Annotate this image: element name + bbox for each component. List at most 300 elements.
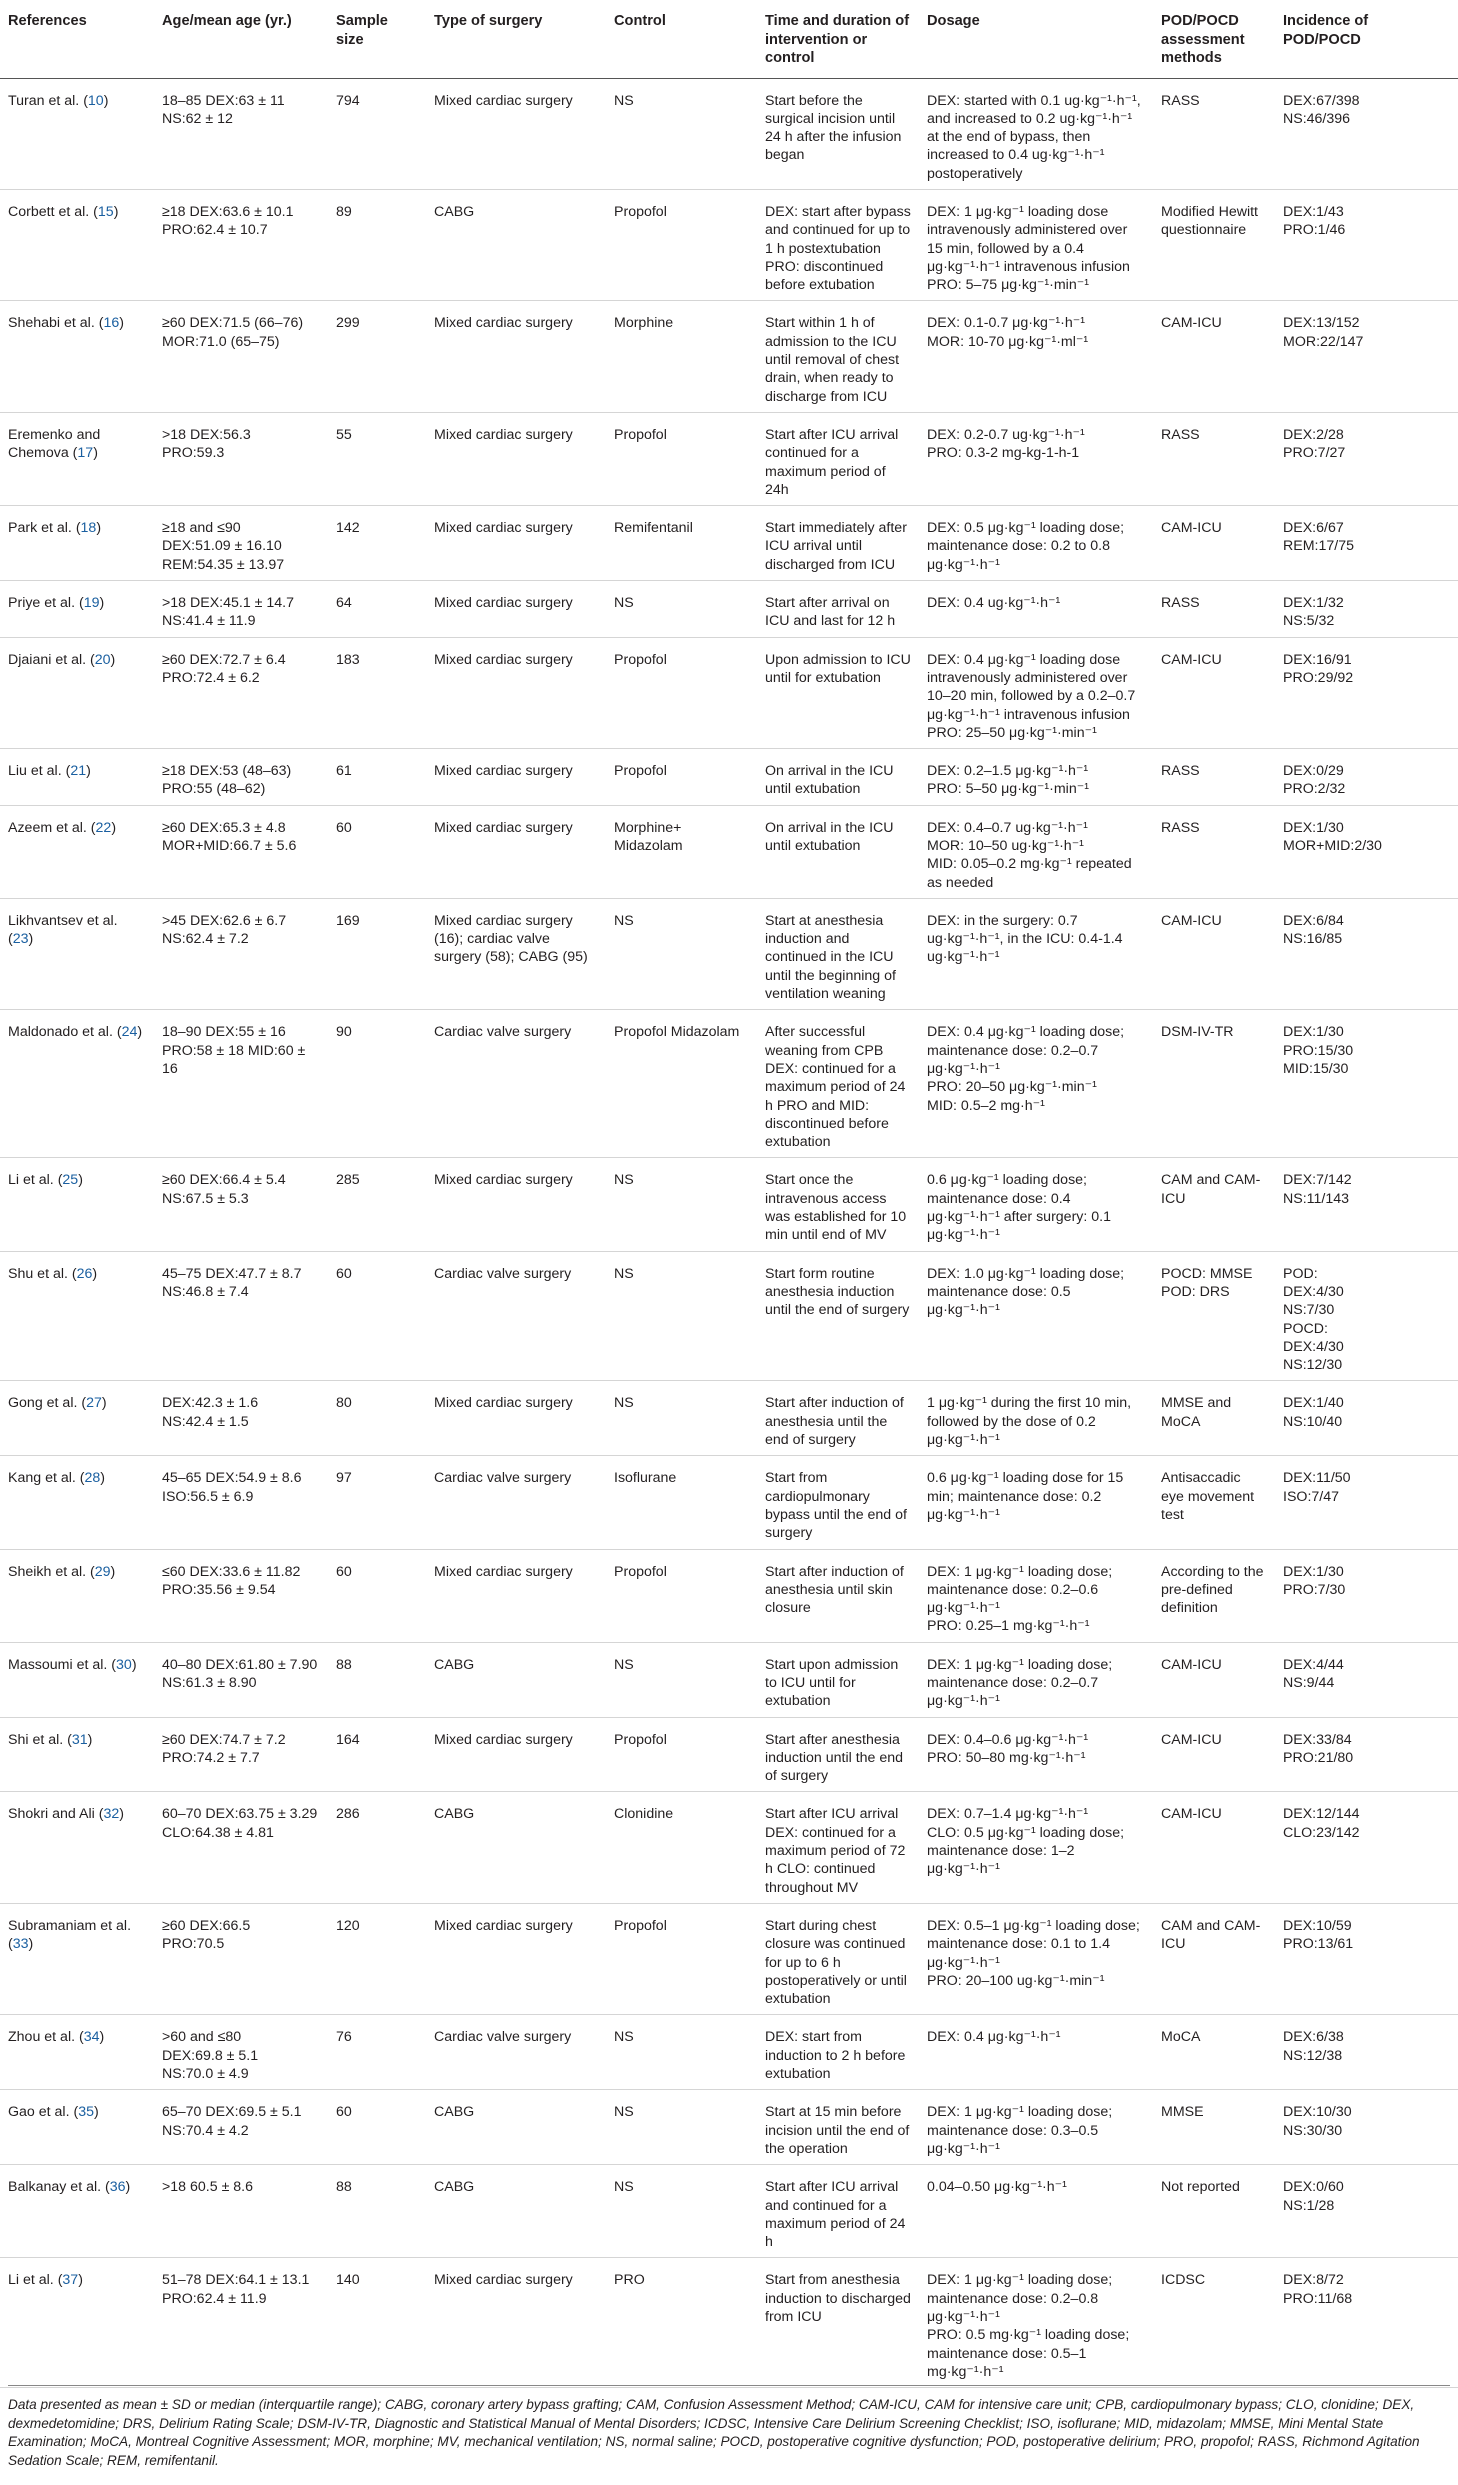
citation-link[interactable]: 33	[12, 1936, 29, 1953]
age-cell: 65–70 DEX:69.5 ± 5.1 NS:70.4 ± 4.2	[154, 2090, 328, 2165]
reference-name: Maldonado et al.	[8, 1024, 113, 1041]
surgery-type-cell: Mixed cardiac surgery	[426, 1549, 606, 1642]
table-row	[0, 301, 1458, 412]
table-row	[0, 1158, 1458, 1251]
dosage-cell: DEX: 0.5 μg·kg⁻¹ loading dose; maintenance dose: 0.2 to 0.8 μg·kg⁻¹·h⁻¹	[919, 506, 1153, 581]
age-cell: ≥60 DEX:66.5 PRO:70.5	[154, 1903, 328, 2014]
reference-name: Corbett et al.	[8, 203, 90, 220]
table-row	[0, 1251, 1458, 1381]
table-row	[0, 1456, 1458, 1549]
time-duration-cell: Start upon admission to ICU until for extubation	[757, 1642, 919, 1717]
reference-name: Massoumi et al.	[8, 1656, 108, 1673]
dosage-cell: DEX: 1 μg·kg⁻¹ loading dose; maintenance dose: 0.2–0.7 μg·kg⁻¹·h⁻¹	[919, 1642, 1153, 1717]
control-cell: Propofol	[606, 189, 757, 300]
reference-cell: Eremenko and Chemova (17)	[0, 412, 154, 505]
control-cell: Propofol	[606, 1903, 757, 2014]
reference-cell: Zhou et al. (34)	[0, 2015, 154, 2090]
table-row	[0, 2015, 1458, 2090]
citation-link[interactable]: 29	[94, 1563, 111, 1580]
age-cell: 45–65 DEX:54.9 ± 8.6 ISO:56.5 ± 6.9	[154, 1456, 328, 1549]
surgery-type-cell: Mixed cardiac surgery	[426, 301, 606, 412]
control-cell: NS	[606, 1251, 757, 1381]
time-duration-cell: On arrival in the ICU until extubation	[757, 749, 919, 806]
header-age: Age/mean age (yr.)	[154, 0, 328, 78]
assessment-method-cell: RASS	[1153, 581, 1275, 638]
header-control: Control	[606, 0, 757, 78]
dosage-cell: 0.6 μg·kg⁻¹ loading dose; maintenance dose: 0.4 μg·kg⁻¹·h⁻¹ after surgery: 0.1 μg·kg⁻¹·h⁻¹	[919, 1158, 1153, 1251]
control-cell: Propofol	[606, 1717, 757, 1792]
time-duration-cell: Start before the surgical incision until 24 h after the infusion began	[757, 78, 919, 189]
incidence-cell: DEX:1/43 PRO:1/46	[1275, 189, 1458, 300]
control-cell: Propofol	[606, 749, 757, 806]
dosage-cell: DEX: 0.1-0.7 μg·kg⁻¹·h⁻¹ MOR: 10-70 μg·kg⁻¹·ml⁻¹	[919, 301, 1153, 412]
dosage-cell: 1 μg·kg⁻¹ during the first 10 min, followed by the dose of 0.2 μg·kg⁻¹·h⁻¹	[919, 1381, 1153, 1456]
time-duration-cell: Start during chest closure was continued for up to 6 h postoperatively or until extubation	[757, 1903, 919, 2014]
age-cell: 45–75 DEX:47.7 ± 8.7 NS:46.8 ± 7.4	[154, 1251, 328, 1381]
control-cell: Morphine	[606, 301, 757, 412]
control-cell: NS	[606, 78, 757, 189]
reference-cell: Li et al. (37)	[0, 2258, 154, 2388]
reference-name: Balkanay et al.	[8, 2179, 102, 2196]
assessment-method-cell: CAM and CAM-ICU	[1153, 1158, 1275, 1251]
header-sample-size: Sample size	[328, 0, 426, 78]
reference-name: Priye et al.	[8, 595, 76, 612]
table-row	[0, 1549, 1458, 1642]
reference-name: Eremenko and Chemova	[8, 426, 101, 462]
citation-link[interactable]: 27	[86, 1395, 102, 1412]
reference-cell: Kang et al. (28)	[0, 1456, 154, 1549]
citation-link[interactable]: 23	[12, 931, 29, 948]
dosage-cell: DEX: started with 0.1 ug·kg⁻¹·h⁻¹, and increased to 0.2 ug·kg⁻¹·h⁻¹ at the end of bypass, then increased to 0.4 ug·kg⁻¹·h⁻¹ postoperatively	[919, 78, 1153, 189]
table-row	[0, 78, 1458, 189]
dosage-cell: DEX: 0.2–1.5 μg·kg⁻¹·h⁻¹ PRO: 5–50 μg·kg⁻¹·min⁻¹	[919, 749, 1153, 806]
reference-name: Azeem et al.	[8, 819, 87, 836]
assessment-method-cell: MMSE	[1153, 2090, 1275, 2165]
reference-cell: Corbett et al. (15)	[0, 189, 154, 300]
sample-size-cell: 169	[328, 898, 426, 1009]
assessment-method-cell: CAM-ICU	[1153, 301, 1275, 412]
dosage-cell: DEX: 1 μg·kg⁻¹ loading dose intravenously administered over 15 min, followed by a 0.4 μg·kg⁻¹·h⁻¹ intravenous infusion PRO: 5–75 μg·kg⁻¹·min⁻¹	[919, 189, 1153, 300]
citation-link[interactable]: 16	[103, 315, 120, 332]
control-cell: NS	[606, 1642, 757, 1717]
incidence-cell: DEX:16/91 PRO:29/92	[1275, 637, 1458, 748]
sample-size-cell: 60	[328, 1549, 426, 1642]
incidence-cell: DEX:10/30 NS:30/30	[1275, 2090, 1458, 2165]
control-cell: Propofol	[606, 412, 757, 505]
control-cell: Propofol	[606, 637, 757, 748]
incidence-cell: POD: DEX:4/30 NS:7/30 POCD: DEX:4/30 NS:12/30	[1275, 1251, 1458, 1381]
time-duration-cell: Start form routine anesthesia induction until the end of surgery	[757, 1251, 919, 1381]
reference-name: Liu et al.	[8, 763, 62, 780]
citation-link[interactable]: 24	[121, 1024, 138, 1041]
incidence-cell: DEX:11/50 ISO:7/47	[1275, 1456, 1458, 1549]
surgery-type-cell: Cardiac valve surgery	[426, 2015, 606, 2090]
table-header-row	[0, 0, 1458, 78]
citation-link[interactable]: 31	[71, 1731, 88, 1748]
time-duration-cell: Start at 15 min before incision until the end of the operation	[757, 2090, 919, 2165]
control-cell: NS	[606, 2165, 757, 2258]
dosage-cell: DEX: in the surgery: 0.7 ug·kg⁻¹·h⁻¹, in the ICU: 0.4-1.4 ug·kg⁻¹·h⁻¹	[919, 898, 1153, 1009]
reference-cell: Shu et al. (26)	[0, 1251, 154, 1381]
assessment-method-cell: According to the pre-defined definition	[1153, 1549, 1275, 1642]
incidence-cell: DEX:67/398 NS:46/396	[1275, 78, 1458, 189]
time-duration-cell: Start immediately after ICU arrival until discharged from ICU	[757, 506, 919, 581]
control-cell: Clonidine	[606, 1792, 757, 1903]
reference-cell: Gong et al. (27)	[0, 1381, 154, 1456]
citation-link[interactable]: 32	[103, 1806, 120, 1823]
age-cell: 60–70 DEX:63.75 ± 3.29 CLO:64.38 ± 4.81	[154, 1792, 328, 1903]
dosage-cell: 0.6 μg·kg⁻¹ loading dose for 15 min; maintenance dose: 0.2 μg·kg⁻¹·h⁻¹	[919, 1456, 1153, 1549]
age-cell: >45 DEX:62.6 ± 6.7 NS:62.4 ± 7.2	[154, 898, 328, 1009]
time-duration-cell: Start after induction of anesthesia until skin closure	[757, 1549, 919, 1642]
surgery-type-cell: Mixed cardiac surgery	[426, 749, 606, 806]
age-cell: >18 60.5 ± 8.6	[154, 2165, 328, 2258]
reference-name: Sheikh et al.	[8, 1563, 87, 1580]
time-duration-cell: Start once the intravenous access was established for 10 min until end of MV	[757, 1158, 919, 1251]
incidence-cell: DEX:6/84 NS:16/85	[1275, 898, 1458, 1009]
reference-cell: Massoumi et al. (30)	[0, 1642, 154, 1717]
reference-name: Djaiani et al.	[8, 651, 87, 668]
table-row	[0, 2090, 1458, 2165]
table-row	[0, 1717, 1458, 1792]
reference-name: Gao et al.	[8, 2104, 70, 2121]
citation-link[interactable]: 15	[97, 203, 114, 220]
control-cell: Morphine+ Midazolam	[606, 805, 757, 898]
dosage-cell: DEX: 1 μg·kg⁻¹ loading dose; maintenance dose: 0.2–0.6 μg·kg⁻¹·h⁻¹ PRO: 0.25–1 mg·kg⁻¹·h⁻¹	[919, 1549, 1153, 1642]
reference-name: Park et al.	[8, 520, 72, 537]
reference-name: Turan et al.	[8, 92, 80, 109]
control-cell: Propofol	[606, 1549, 757, 1642]
reference-name: Subramaniam et al.	[8, 1917, 132, 1934]
incidence-cell: DEX:7/142 NS:11/143	[1275, 1158, 1458, 1251]
age-cell: ≥60 DEX:72.7 ± 6.4 PRO:72.4 ± 6.2	[154, 637, 328, 748]
age-cell: 18–90 DEX:55 ± 16 PRO:58 ± 18 MID:60 ± 16	[154, 1010, 328, 1158]
control-cell: NS	[606, 1381, 757, 1456]
control-cell: NS	[606, 1158, 757, 1251]
incidence-cell: DEX:1/30 PRO:7/30	[1275, 1549, 1458, 1642]
table-row	[0, 805, 1458, 898]
table-row	[0, 412, 1458, 505]
time-duration-cell: Start after arrival on ICU and last for 12 h	[757, 581, 919, 638]
age-cell: ≥60 DEX:65.3 ± 4.8 MOR+MID:66.7 ± 5.6	[154, 805, 328, 898]
assessment-method-cell: ICDSC	[1153, 2258, 1275, 2388]
dosage-cell: DEX: 0.4–0.6 μg·kg⁻¹·h⁻¹ PRO: 50–80 mg·kg⁻¹·h⁻¹	[919, 1717, 1153, 1792]
control-cell: NS	[606, 898, 757, 1009]
surgery-type-cell: CABG	[426, 189, 606, 300]
reference-name: Zhou et al.	[8, 2029, 76, 2046]
dosage-cell: DEX: 0.4 μg·kg⁻¹·h⁻¹	[919, 2015, 1153, 2090]
incidence-cell: DEX:33/84 PRO:21/80	[1275, 1717, 1458, 1792]
incidence-cell: DEX:1/30 MOR+MID:2/30	[1275, 805, 1458, 898]
incidence-cell: DEX:0/29 PRO:2/32	[1275, 749, 1458, 806]
surgery-type-cell: Mixed cardiac surgery	[426, 506, 606, 581]
table-row	[0, 1642, 1458, 1717]
time-duration-cell: Start from cardiopulmonary bypass until the end of surgery	[757, 1456, 919, 1549]
surgery-type-cell: Cardiac valve surgery	[426, 1251, 606, 1381]
sample-size-cell: 286	[328, 1792, 426, 1903]
assessment-method-cell: DSM-IV-TR	[1153, 1010, 1275, 1158]
time-duration-cell: DEX: start after bypass and continued for up to 1 h postextubation PRO: discontinued before extubation	[757, 189, 919, 300]
reference-name: Shi et al.	[8, 1731, 64, 1748]
assessment-method-cell: Modified Hewitt questionnaire	[1153, 189, 1275, 300]
assessment-method-cell: POCD: MMSE POD: DRS	[1153, 1251, 1275, 1381]
incidence-cell: DEX:8/72 PRO:11/68	[1275, 2258, 1458, 2388]
control-cell: NS	[606, 2090, 757, 2165]
assessment-method-cell: Antisaccadic eye movement test	[1153, 1456, 1275, 1549]
incidence-cell: DEX:2/28 PRO:7/27	[1275, 412, 1458, 505]
reference-cell: Gao et al. (35)	[0, 2090, 154, 2165]
assessment-method-cell: CAM-ICU	[1153, 1642, 1275, 1717]
reference-cell: Shi et al. (31)	[0, 1717, 154, 1792]
table-row	[0, 506, 1458, 581]
time-duration-cell: Start from anesthesia induction to discharged from ICU	[757, 2258, 919, 2388]
surgery-type-cell: Mixed cardiac surgery	[426, 2258, 606, 2388]
time-duration-cell: DEX: start from induction to 2 h before extubation	[757, 2015, 919, 2090]
dosage-cell: DEX: 0.7–1.4 μg·kg⁻¹·h⁻¹ CLO: 0.5 μg·kg⁻¹ loading dose; maintenance dose: 1–2 μg·kg⁻¹·h⁻¹	[919, 1792, 1153, 1903]
age-cell: 51–78 DEX:64.1 ± 13.1 PRO:62.4 ± 11.9	[154, 2258, 328, 2388]
dosage-cell: DEX: 0.5–1 μg·kg⁻¹ loading dose; maintenance dose: 0.1 to 1.4 μg·kg⁻¹·h⁻¹ PRO: 20–100 ug·kg⁻¹·min⁻¹	[919, 1903, 1153, 2014]
sample-size-cell: 76	[328, 2015, 426, 2090]
age-cell: >18 DEX:56.3 PRO:59.3	[154, 412, 328, 505]
table-row	[0, 637, 1458, 748]
reference-cell: Sheikh et al. (29)	[0, 1549, 154, 1642]
assessment-method-cell: CAM and CAM-ICU	[1153, 1903, 1275, 2014]
time-duration-cell: Start after induction of anesthesia until the end of surgery	[757, 1381, 919, 1456]
header-surgery-type: Type of surgery	[426, 0, 606, 78]
citation-link[interactable]: 30	[116, 1656, 132, 1673]
dosage-cell: 0.04–0.50 μg·kg⁻¹·h⁻¹	[919, 2165, 1153, 2258]
citation-link[interactable]: 20	[94, 651, 111, 668]
citation-link[interactable]: 21	[70, 763, 87, 780]
header-time-duration: Time and duration of intervention or control	[757, 0, 919, 78]
surgery-type-cell: Mixed cardiac surgery	[426, 581, 606, 638]
citation-link[interactable]: 10	[87, 92, 104, 109]
reference-name: Shu et al.	[8, 1265, 68, 1282]
table-footnote: Data presented as mean ± SD or median (interquartile range); CABG, coronary artery bypass grafting; CAM, Confusion Assessment Method; CAM-ICU, CAM for intensive care unit; CPB, cardiopulmonary bypass; CLO, clonidine; DEX, dexmedetomidine; DRS, Delirium Rating Scale; DSM-IV-TR, Diagnostic and Statistical Manual of Mental Disorders; ICDSC, Intensive Care Delirium Screening Checklist; ISO, isoflurane; MID, midazolam; MMSE, Mini Mental State Examination; MoCA, Montreal Cognitive Assessment; MOR, morphine; MV, mechanical ventilation; NS, normal saline; POCD, postoperative cognitive dysfunction; POD, postoperative delirium; PRO, propofol; RASS, Richmond Agitation Sedation Scale; REM, remifentanil.	[8, 2385, 1450, 2470]
sample-size-cell: 120	[328, 1903, 426, 2014]
citation-link[interactable]: 36	[109, 2179, 126, 2196]
reference-cell: Balkanay et al. (36)	[0, 2165, 154, 2258]
header-assessment-methods: POD/POCD assessment methods	[1153, 0, 1275, 78]
citation-link[interactable]: 35	[78, 2104, 94, 2121]
age-cell: >18 DEX:45.1 ± 14.7 NS:41.4 ± 11.9	[154, 581, 328, 638]
dosage-cell: DEX: 0.4 ug·kg⁻¹·h⁻¹	[919, 581, 1153, 638]
incidence-cell: DEX:10/59 PRO:13/61	[1275, 1903, 1458, 2014]
reference-name: Gong et al.	[8, 1395, 78, 1412]
table-row	[0, 1903, 1458, 2014]
surgery-type-cell: Mixed cardiac surgery	[426, 1903, 606, 2014]
age-cell: ≥60 DEX:71.5 (66–76) MOR:71.0 (65–75)	[154, 301, 328, 412]
incidence-cell: DEX:6/67 REM:17/75	[1275, 506, 1458, 581]
reference-cell: Turan et al. (10)	[0, 78, 154, 189]
dosage-cell: DEX: 1 μg·kg⁻¹ loading dose; maintenance dose: 0.2–0.8 μg·kg⁻¹·h⁻¹ PRO: 0.5 mg·kg⁻¹ loading dose; maintenance dose: 0.5–1 mg·kg⁻¹·h⁻¹	[919, 2258, 1153, 2388]
sample-size-cell: 97	[328, 1456, 426, 1549]
reference-cell: Azeem et al. (22)	[0, 805, 154, 898]
citation-link[interactable]: 34	[83, 2029, 100, 2046]
table-row	[0, 581, 1458, 638]
reference-cell: Djaiani et al. (20)	[0, 637, 154, 748]
sample-size-cell: 60	[328, 805, 426, 898]
sample-size-cell: 80	[328, 1381, 426, 1456]
sample-size-cell: 794	[328, 78, 426, 189]
reference-name: Li et al.	[8, 1172, 54, 1189]
reference-name: Shehabi et al.	[8, 315, 95, 332]
reference-cell: Likhvantsev et al. (23)	[0, 898, 154, 1009]
table-row	[0, 1010, 1458, 1158]
table-row	[0, 1792, 1458, 1903]
time-duration-cell: Start after ICU arrival and continued for a maximum period of 24 h	[757, 2165, 919, 2258]
incidence-cell: DEX:0/60 NS:1/28	[1275, 2165, 1458, 2258]
reference-cell: Liu et al. (21)	[0, 749, 154, 806]
surgery-type-cell: Cardiac valve surgery	[426, 1010, 606, 1158]
assessment-method-cell: RASS	[1153, 412, 1275, 505]
citation-link[interactable]: 25	[62, 1172, 79, 1189]
sample-size-cell: 90	[328, 1010, 426, 1158]
table-row	[0, 1381, 1458, 1456]
time-duration-cell: On arrival in the ICU until extubation	[757, 805, 919, 898]
reference-cell: Shehabi et al. (16)	[0, 301, 154, 412]
sample-size-cell: 88	[328, 2165, 426, 2258]
age-cell: ≥18 and ≤90 DEX:51.09 ± 16.10 REM:54.35 ± 13.97	[154, 506, 328, 581]
assessment-method-cell: CAM-ICU	[1153, 1792, 1275, 1903]
sample-size-cell: 88	[328, 1642, 426, 1717]
citation-link[interactable]: 18	[80, 520, 97, 537]
control-cell: Propofol Midazolam	[606, 1010, 757, 1158]
time-duration-cell: Upon admission to ICU until for extubation	[757, 637, 919, 748]
sample-size-cell: 142	[328, 506, 426, 581]
age-cell: 18–85 DEX:63 ± 11 NS:62 ± 12	[154, 78, 328, 189]
surgery-type-cell: Mixed cardiac surgery	[426, 1381, 606, 1456]
reference-cell: Maldonado et al. (24)	[0, 1010, 154, 1158]
control-cell: PRO	[606, 2258, 757, 2388]
surgery-type-cell: CABG	[426, 1792, 606, 1903]
surgery-type-cell: Cardiac valve surgery	[426, 1456, 606, 1549]
incidence-cell: DEX:4/44 NS:9/44	[1275, 1642, 1458, 1717]
control-cell: NS	[606, 2015, 757, 2090]
surgery-type-cell: CABG	[426, 1642, 606, 1717]
sample-size-cell: 64	[328, 581, 426, 638]
sample-size-cell: 60	[328, 2090, 426, 2165]
assessment-method-cell: MoCA	[1153, 2015, 1275, 2090]
control-cell: NS	[606, 581, 757, 638]
age-cell: DEX:42.3 ± 1.6 NS:42.4 ± 1.5	[154, 1381, 328, 1456]
reference-cell: Li et al. (25)	[0, 1158, 154, 1251]
reference-cell: Park et al. (18)	[0, 506, 154, 581]
surgery-type-cell: Mixed cardiac surgery	[426, 1717, 606, 1792]
age-cell: ≥60 DEX:66.4 ± 5.4 NS:67.5 ± 5.3	[154, 1158, 328, 1251]
table-row	[0, 898, 1458, 1009]
reference-name: Kang et al.	[8, 1470, 76, 1487]
time-duration-cell: Start after ICU arrival continued for a maximum period of 24h	[757, 412, 919, 505]
table-row	[0, 749, 1458, 806]
reference-name: Shokri and Ali	[8, 1806, 95, 1823]
surgery-type-cell: Mixed cardiac surgery	[426, 78, 606, 189]
age-cell: 40–80 DEX:61.80 ± 7.90 NS:61.3 ± 8.90	[154, 1642, 328, 1717]
sample-size-cell: 164	[328, 1717, 426, 1792]
sample-size-cell: 299	[328, 301, 426, 412]
assessment-method-cell: MMSE and MoCA	[1153, 1381, 1275, 1456]
sample-size-cell: 60	[328, 1251, 426, 1381]
sample-size-cell: 285	[328, 1158, 426, 1251]
table-row	[0, 189, 1458, 300]
time-duration-cell: Start after anesthesia induction until the end of surgery	[757, 1717, 919, 1792]
control-cell: Isoflurane	[606, 1456, 757, 1549]
dosage-cell: DEX: 0.2-0.7 ug·kg⁻¹·h⁻¹ PRO: 0.3-2 mg-kg-1-h-1	[919, 412, 1153, 505]
incidence-cell: DEX:1/30 PRO:15/30 MID:15/30	[1275, 1010, 1458, 1158]
surgery-type-cell: Mixed cardiac surgery	[426, 1158, 606, 1251]
citation-link[interactable]: 19	[83, 595, 100, 612]
header-dosage: Dosage	[919, 0, 1153, 78]
sample-size-cell: 55	[328, 412, 426, 505]
assessment-method-cell: CAM-ICU	[1153, 506, 1275, 581]
citation-link[interactable]: 28	[84, 1470, 101, 1487]
surgery-type-cell: Mixed cardiac surgery (16); cardiac valve surgery (58); CABG (95)	[426, 898, 606, 1009]
header-references: References	[0, 0, 154, 78]
dosage-cell: DEX: 1 μg·kg⁻¹ loading dose; maintenance dose: 0.3–0.5 μg·kg⁻¹·h⁻¹	[919, 2090, 1153, 2165]
dosage-cell: DEX: 0.4 μg·kg⁻¹ loading dose; maintenance dose: 0.2–0.7 μg·kg⁻¹·h⁻¹ PRO: 20–50 μg·kg⁻¹·min⁻¹ MID: 0.5–2 mg·h⁻¹	[919, 1010, 1153, 1158]
control-cell: Remifentanil	[606, 506, 757, 581]
assessment-method-cell: RASS	[1153, 805, 1275, 898]
reference-cell: Shokri and Ali (32)	[0, 1792, 154, 1903]
surgery-type-cell: Mixed cardiac surgery	[426, 805, 606, 898]
dosage-cell: DEX: 1.0 μg·kg⁻¹ loading dose; maintenance dose: 0.5 μg·kg⁻¹·h⁻¹	[919, 1251, 1153, 1381]
time-duration-cell: Start within 1 h of admission to the ICU until removal of chest drain, when ready to discharge from ICU	[757, 301, 919, 412]
sample-size-cell: 61	[328, 749, 426, 806]
sample-size-cell: 89	[328, 189, 426, 300]
surgery-type-cell: CABG	[426, 2090, 606, 2165]
assessment-method-cell: CAM-ICU	[1153, 898, 1275, 1009]
assessment-method-cell: CAM-ICU	[1153, 1717, 1275, 1792]
citation-link[interactable]: 37	[62, 2272, 79, 2289]
surgery-type-cell: CABG	[426, 2165, 606, 2258]
incidence-cell: DEX:13/152 MOR:22/147	[1275, 301, 1458, 412]
surgery-type-cell: Mixed cardiac surgery	[426, 637, 606, 748]
dosage-cell: DEX: 0.4 μg·kg⁻¹ loading dose intravenously administered over 10–20 min, followed by a 0.2–0.7 μg·kg⁻¹·h⁻¹ intravenous infusion PRO: 25–50 μg·kg⁻¹·min⁻¹	[919, 637, 1153, 748]
assessment-method-cell: CAM-ICU	[1153, 637, 1275, 748]
age-cell: ≤60 DEX:33.6 ± 11.82 PRO:35.56 ± 9.54	[154, 1549, 328, 1642]
citation-link[interactable]: 26	[76, 1265, 93, 1282]
reference-name: Li et al.	[8, 2272, 54, 2289]
time-duration-cell: After successful weaning from CPB DEX: continued for a maximum period of 24 h PRO and MID: discontinued before extubation	[757, 1010, 919, 1158]
sample-size-cell: 140	[328, 2258, 426, 2388]
assessment-method-cell: Not reported	[1153, 2165, 1275, 2258]
incidence-cell: DEX:1/32 NS:5/32	[1275, 581, 1458, 638]
time-duration-cell: Start at anesthesia induction and continued in the ICU until the beginning of ventilation weaning	[757, 898, 919, 1009]
age-cell: ≥18 DEX:53 (48–63) PRO:55 (48–62)	[154, 749, 328, 806]
assessment-method-cell: RASS	[1153, 749, 1275, 806]
table-row	[0, 2258, 1458, 2388]
header-incidence: Incidence of POD/POCD	[1275, 0, 1458, 78]
age-cell: ≥18 DEX:63.6 ± 10.1 PRO:62.4 ± 10.7	[154, 189, 328, 300]
table-body	[0, 78, 1458, 2388]
time-duration-cell: Start after ICU arrival DEX: continued for a maximum period of 72 h CLO: continued throughout MV	[757, 1792, 919, 1903]
incidence-cell: DEX:1/40 NS:10/40	[1275, 1381, 1458, 1456]
citation-link[interactable]: 17	[77, 445, 94, 462]
incidence-cell: DEX:12/144 CLO:23/142	[1275, 1792, 1458, 1903]
incidence-cell: DEX:6/38 NS:12/38	[1275, 2015, 1458, 2090]
citation-link[interactable]: 22	[95, 819, 112, 836]
assessment-method-cell: RASS	[1153, 78, 1275, 189]
surgery-type-cell: Mixed cardiac surgery	[426, 412, 606, 505]
age-cell: ≥60 DEX:74.7 ± 7.2 PRO:74.2 ± 7.7	[154, 1717, 328, 1792]
reference-cell: Subramaniam et al. (33)	[0, 1903, 154, 2014]
reference-name: Likhvantsev et al.	[8, 912, 118, 929]
sample-size-cell: 183	[328, 637, 426, 748]
age-cell: >60 and ≤80 DEX:69.8 ± 5.1 NS:70.0 ± 4.9	[154, 2015, 328, 2090]
table-row	[0, 2165, 1458, 2258]
reference-cell: Priye et al. (19)	[0, 581, 154, 638]
dosage-cell: DEX: 0.4–0.7 ug·kg⁻¹·h⁻¹ MOR: 10–50 ug·kg⁻¹·h⁻¹ MID: 0.05–0.2 mg·kg⁻¹ repeated as needed	[919, 805, 1153, 898]
